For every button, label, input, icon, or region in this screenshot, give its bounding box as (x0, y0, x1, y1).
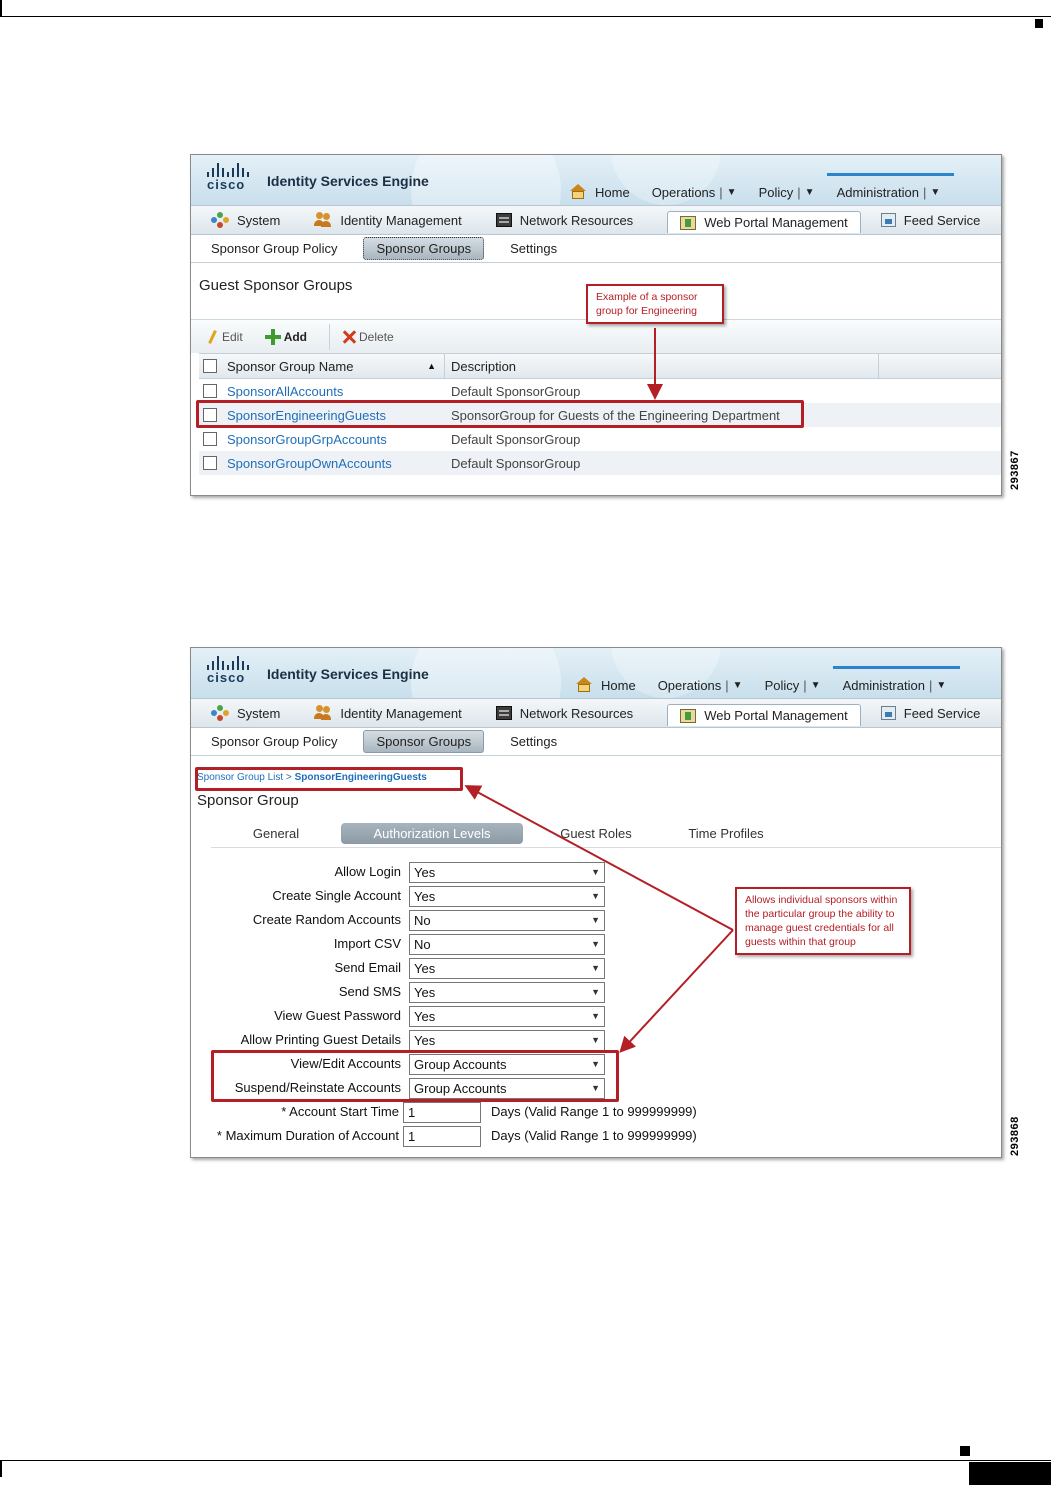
chevron-down-icon: ▼ (591, 1083, 600, 1093)
dropdown-arrow-icon: ▼ (930, 186, 941, 198)
subnav-identity-management[interactable]: Identity Management (314, 705, 461, 721)
nav-administration[interactable]: Administration | ▼ (842, 677, 947, 693)
form-row-view-edit-accounts: View/Edit Accounts Group Accounts ▼ (191, 1054, 731, 1076)
subnav-web-portal-management[interactable]: Web Portal Management (667, 211, 861, 233)
nav-operations[interactable]: Operations | ▼ (657, 677, 743, 693)
form-row-import-csv: Import CSV No ▼ (191, 934, 731, 956)
form-row-account-start-time: * Account Start Time 1 Days (Valid Range 1 to 999999999) (191, 1102, 731, 1124)
allow-login-select[interactable]: Yes ▼ (409, 862, 605, 883)
cisco-logo: cisco (207, 656, 257, 688)
app-title: Identity Services Engine (267, 173, 429, 189)
suspend-reinstate-select[interactable]: Group Accounts ▼ (409, 1078, 605, 1099)
tab-sponsor-group-policy[interactable]: Sponsor Group Policy (211, 734, 338, 749)
nav-policy[interactable]: Policy | ▼ (764, 677, 821, 693)
subnav-web-portal-management[interactable]: Web Portal Management (667, 704, 861, 726)
chevron-down-icon: ▼ (591, 963, 600, 973)
app-title: Identity Services Engine (267, 666, 429, 682)
allow-printing-select[interactable]: Yes ▼ (409, 1030, 605, 1051)
chevron-down-icon: ▼ (591, 939, 600, 949)
create-random-accounts-select[interactable]: No ▼ (409, 910, 605, 931)
form-row-allow-printing: Allow Printing Guest Details Yes ▼ (191, 1030, 731, 1052)
subnav-identity-management[interactable]: Identity Management (314, 212, 461, 228)
dropdown-arrow-icon: ▼ (726, 186, 737, 198)
row-description: SponsorGroup for Guests of the Engineering Department (451, 407, 780, 423)
nav-home[interactable]: Home (569, 184, 630, 200)
add-button[interactable]: Add (265, 329, 307, 345)
cisco-logo: cisco (207, 163, 257, 195)
page-title: Sponsor Group (197, 792, 299, 809)
create-single-account-select[interactable]: Yes ▼ (409, 886, 605, 907)
subnav-system[interactable]: System (211, 212, 280, 228)
chevron-down-icon: ▼ (591, 891, 600, 901)
form-row-create-random-accounts: Create Random Accounts No ▼ (191, 910, 731, 932)
tab-sponsor-group-policy[interactable]: Sponsor Group Policy (211, 241, 338, 256)
view-guest-password-select[interactable]: Yes ▼ (409, 1006, 605, 1027)
form-row-suspend-reinstate: Suspend/Reinstate Accounts Group Accounts ▼ (191, 1078, 731, 1100)
tab-settings[interactable]: Settings (510, 241, 558, 256)
page-title: Guest Sponsor Groups (199, 277, 353, 294)
chevron-down-icon: ▼ (591, 915, 600, 925)
subnav-system[interactable]: System (211, 705, 280, 721)
dropdown-arrow-icon: ▼ (732, 679, 743, 691)
arrow-to-breadcrumb (468, 787, 733, 930)
tab-general[interactable]: General (252, 826, 300, 841)
sponsor-group-link[interactable]: SponsorAllAccounts (227, 383, 344, 399)
form-row-send-email: Send Email Yes ▼ (191, 958, 731, 980)
chevron-down-icon: ▼ (591, 867, 600, 877)
tab-time-profiles[interactable]: Time Profiles (688, 826, 764, 841)
sponsor-group-link[interactable]: SponsorGroupGrpAccounts (227, 431, 387, 447)
import-csv-select[interactable]: No ▼ (409, 934, 605, 955)
subnav-feed-service[interactable]: Feed Service (881, 706, 981, 721)
chevron-down-icon: ▼ (591, 987, 600, 997)
chevron-down-icon: ▼ (591, 1035, 600, 1045)
account-start-time-input[interactable]: 1 (403, 1102, 481, 1123)
view-edit-accounts-select[interactable]: Group Accounts ▼ (409, 1054, 605, 1075)
row-description: Default SponsorGroup (451, 431, 581, 447)
send-email-select[interactable]: Yes ▼ (409, 958, 605, 979)
breadcrumb-current: SponsorEngineeringGuests (294, 772, 427, 783)
figure-id-1: 293867 (1009, 450, 1021, 490)
chevron-down-icon: ▼ (591, 1059, 600, 1069)
row-description: Default SponsorGroup (451, 383, 581, 399)
sponsor-group-link[interactable]: SponsorEngineeringGuests (227, 407, 386, 423)
nav-administration[interactable]: Administration | ▼ (836, 184, 941, 200)
tab-sponsor-groups[interactable]: Sponsor Groups (363, 237, 484, 260)
delete-button[interactable]: Delete (342, 330, 394, 344)
chevron-down-icon: ▼ (591, 1011, 600, 1021)
breadcrumb-parent-link[interactable]: Sponsor Group List > (197, 772, 295, 783)
column-header-description[interactable]: Description (445, 353, 879, 379)
callout-engineering-example: Example of a sponsor group for Engineering (586, 284, 724, 324)
dropdown-arrow-icon: ▼ (804, 186, 815, 198)
tab-guest-roles[interactable]: Guest Roles (560, 826, 632, 841)
arrow-to-account-fields (622, 930, 733, 1050)
subnav-network-resources[interactable]: Network Resources (496, 213, 633, 228)
dropdown-arrow-icon: ▼ (936, 679, 947, 691)
form-row-create-single-account: Create Single Account Yes ▼ (191, 886, 731, 908)
nav-policy[interactable]: Policy | ▼ (758, 184, 815, 200)
row-description: Default SponsorGroup (451, 455, 581, 471)
sponsor-group-link[interactable]: SponsorGroupOwnAccounts (227, 455, 392, 471)
callout-account-scope: Allows individual sponsors within the particular group the ability to manage guest credentials for all guests within that group (735, 887, 911, 955)
dropdown-arrow-icon: ▼ (810, 679, 821, 691)
figure-id-2: 293868 (1009, 1116, 1021, 1156)
maximum-duration-input[interactable]: 1 (403, 1126, 481, 1147)
form-row-maximum-duration: * Maximum Duration of Account 1 Days (Valid Range 1 to 999999999) (191, 1126, 731, 1148)
tab-settings[interactable]: Settings (510, 734, 558, 749)
nav-home[interactable]: Home (575, 677, 636, 693)
form-row-view-guest-password: View Guest Password Yes ▼ (191, 1006, 731, 1028)
tab-authorization-levels[interactable]: Authorization Levels (341, 823, 523, 844)
form-row-send-sms: Send SMS Yes ▼ (191, 982, 731, 1004)
nav-operations[interactable]: Operations | ▼ (651, 184, 737, 200)
form-row-allow-login: Allow Login Yes ▼ (191, 862, 731, 884)
subnav-feed-service[interactable]: Feed Service (881, 213, 981, 228)
edit-button[interactable]: Edit (207, 330, 243, 344)
subnav-network-resources[interactable]: Network Resources (496, 706, 633, 721)
tab-sponsor-groups[interactable]: Sponsor Groups (363, 730, 484, 753)
sort-ascending-icon: ▲ (427, 361, 436, 371)
send-sms-select[interactable]: Yes ▼ (409, 982, 605, 1003)
column-header-name[interactable]: Sponsor Group Name ▲ (227, 353, 445, 379)
